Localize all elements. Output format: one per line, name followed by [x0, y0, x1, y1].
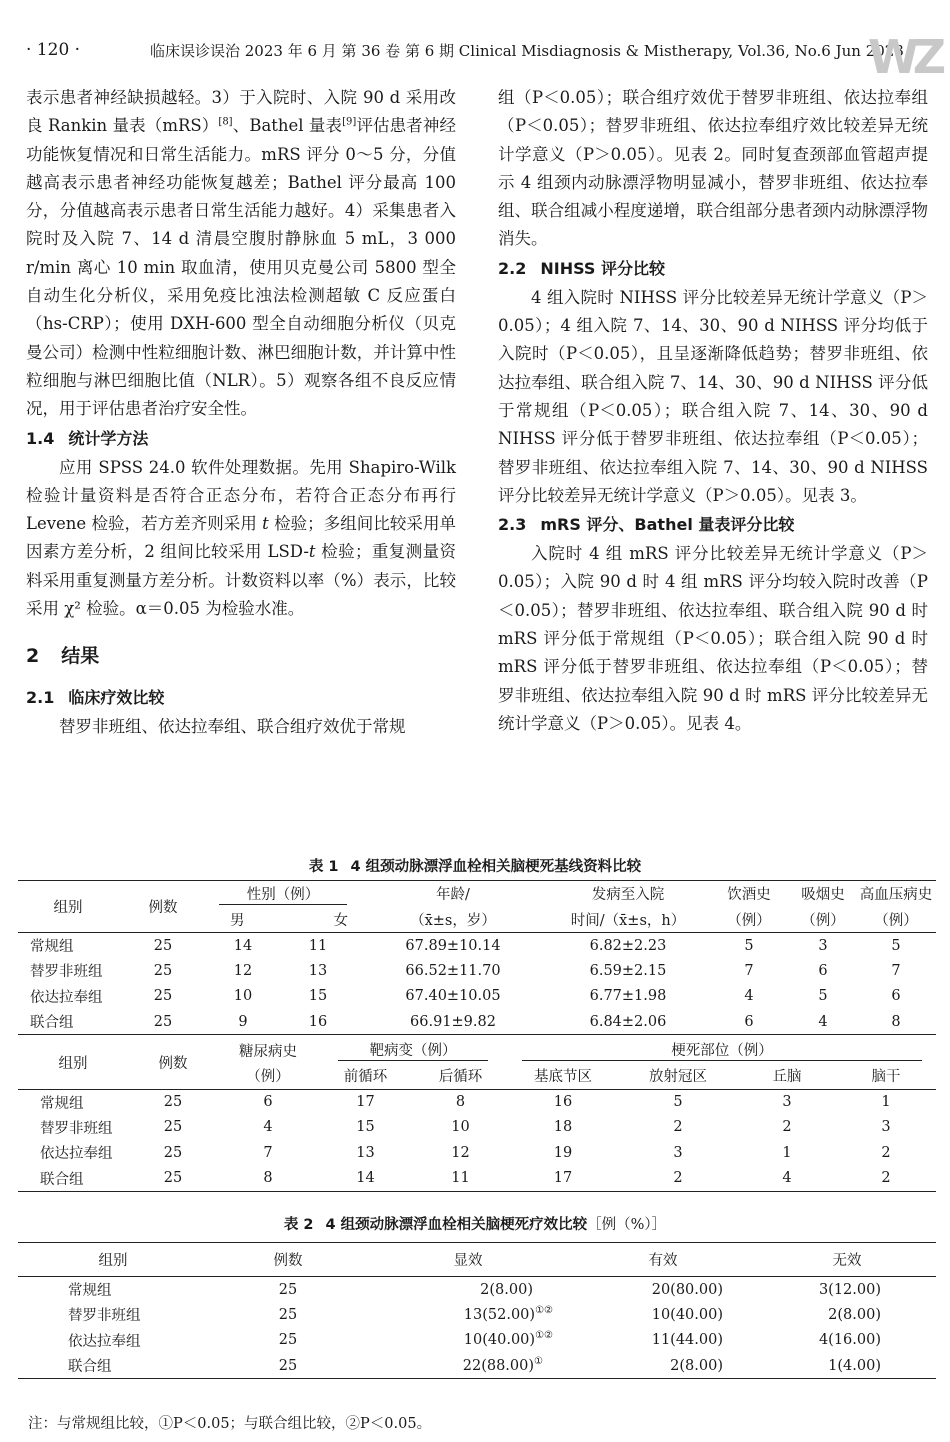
t1-head-male: 男 — [230, 912, 245, 929]
paragraph-statistics: 应用 SPSS 24.0 软件处理数据。先用 Shapiro-Wilk 检验计量资料是否符合正态分布，若符合正态分布再行 Levene 检验，若方差齐则采用 t 检验；多组间比较采用单因素方差分析，2 组间比较采用 LSD-t 检验；重复测量资料采用重复测量方差分析。计数资料以率（%）表示，比较采用 χ² 检验。α＝0.05 为检验水准。 — [26, 457, 457, 619]
t1-head-drink-unit: （例） — [727, 912, 771, 929]
left-column — [26, 84, 456, 742]
table-row: 依达拉奉组 25 7 13 12 19 3 1 2 — [40, 1144, 891, 1163]
t1-head-group: 组别 — [18, 881, 118, 933]
t2-head-marked: 显效 — [453, 1253, 483, 1269]
paragraph-mrs: 入院时 4 组 mRS 评分比较差异无统计学意义（P＞0.05）；入院 90 d 时 4 组 mRS 评分均较入院时改善（P＜0.05）；替罗非班组、依达拉奉组、联合组入院 90 d 时 mRS 评分低于常规组（P＜0.05）；联合组入院 90 d 时 mRS 评分低于替罗非班组、依达拉奉组（P＜0.05）；替罗非班组、依达拉奉组入院 90 d 时 mRS 评分比较差异无统计学意义（P＞0.05）。见表 4。 — [498, 544, 928, 733]
t2-head-n: 例数 — [273, 1253, 303, 1269]
t1b-head-target: 靶病变（例） — [318, 1037, 508, 1063]
paragraph-nihss: 4 组入院时 NIHSS 评分比较差异无统计学意义（P＞0.05）；4 组入院 7、14、30、90 d NIHSS 评分均低于入院时（P＜0.05），且呈逐渐降低趋势；替罗非班组、依达拉奉组、联合组入院 7、14、30、90 d NIHSS 评分低于常规组（P＜0.05）；联合组入院 7、14、30、90 d NIHSS 评分低于替罗非班组、依达拉奉组（P＜0.05）；替罗非班组、依达拉奉组入院 7、14、30、90 d NIHSS 评分比较差异无统计学意义（P＞0.05）。见表 3。 — [498, 287, 928, 505]
t1-head-onset: 发病至入院 — [591, 887, 665, 904]
page-header — [0, 30, 950, 84]
t1b-head-corona-radiata: 放射冠区 — [649, 1069, 707, 1086]
t1b-head-anterior: 前循环 — [343, 1069, 388, 1086]
t1-head-age: 年龄/ — [436, 887, 470, 904]
t1-head-htn-unit: （例） — [874, 912, 918, 929]
t1-head-smoke-unit: （例） — [801, 912, 845, 929]
t1-head-smoke: 吸烟史 — [801, 887, 845, 904]
journal-running-title: 临床误诊误治 2023 年 6 月 第 36 卷 第 6 期 Clinical Misdiagnosis & Mistherapy, Vol.36, No.6 Jun 2023 — [150, 42, 904, 60]
t2-head-effective: 有效 — [648, 1253, 678, 1269]
t1-head-sex: 性别（例） — [208, 881, 358, 907]
section-2-1-heading: 2.1 临床疗效比较 — [26, 688, 165, 708]
table2 — [18, 1242, 936, 1379]
t1b-head-brainstem: 脑干 — [871, 1069, 901, 1086]
table-row: 常规组 25 6 17 8 16 5 3 1 — [40, 1094, 891, 1112]
section-2-2-heading: 2.2 NIHSS 评分比较 — [498, 258, 665, 278]
citation-8: [8] — [218, 116, 233, 128]
t1b-head-n: 例数 — [128, 1037, 218, 1089]
table1-caption: 表 1 4 组颈动脉漂浮血栓相关脑梗死基线资料比较 — [308, 859, 642, 875]
t1-head-n: 例数 — [118, 881, 208, 933]
table-row: 联合组 25 9 16 66.91±9.82 6.84±2.06 6 4 8 — [18, 1009, 936, 1035]
section-2-3-heading: 2.3 mRS 评分、Bathel 量表评分比较 — [498, 515, 795, 535]
table-row: 常规组 25 2(8.00) 20(80.00) 3(12.00) — [68, 1281, 881, 1299]
table1-part1 — [18, 880, 936, 1035]
table1-part2 — [18, 1037, 936, 1192]
t1b-head-group: 组别 — [18, 1037, 128, 1089]
t1b-head-dm: 糖尿病史 — [239, 1043, 297, 1060]
journal-logo: WZ — [868, 30, 941, 84]
table2-note: 注：与常规组比较，①P＜0.05；与联合组比较，②P＜0.05。 — [28, 1416, 432, 1432]
table-row: 替罗非班组 25 13(52.00)①② 10(40.00) 2(8.00) — [68, 1304, 881, 1325]
table-row: 替罗非班组 25 4 15 10 18 2 2 3 — [40, 1119, 891, 1137]
table-row: 联合组 25 22(88.00)① 2(8.00) 1(4.00) — [18, 1353, 936, 1379]
t1-head-onset-unit: 时间/（x̄±s，h） — [570, 912, 686, 929]
right-column — [498, 84, 928, 738]
table-row: 替罗非班组 25 12 13 66.52±11.70 6.59±2.15 7 6 7 — [30, 962, 901, 981]
table-row: 依达拉奉组 25 10(40.00)①② 11(44.00) 4(16.00) — [68, 1330, 881, 1350]
paragraph-efficacy-continued: 组（P＜0.05）；联合组疗效优于替罗非班组、依达拉奉组（P＜0.05）；替罗非班组、依达拉奉组疗效比较差异无统计学意义（P＞0.05）。见表 2。同时复查颈部血管超声提示 4 组颈内动脉漂浮物明显减小，替罗非班组、依达拉奉组、联合组减小程度递增，联合组部分患者颈内动脉漂浮物消失。 — [498, 88, 928, 249]
t2-head-ineffective: 无效 — [832, 1253, 862, 1269]
page-number: · 120 · — [26, 40, 81, 60]
table-row: 依达拉奉组 25 10 15 67.40±10.05 6.77±1.98 4 5 6 — [30, 988, 901, 1006]
t1-head-htn: 高血压病史 — [859, 887, 933, 904]
t2-head-group: 组别 — [98, 1253, 128, 1269]
table2-caption: 表 2 4 组颈动脉漂浮血栓相关脑梗死疗效比较［例（%）］ — [283, 1217, 667, 1233]
section-1-4-heading: 1.4 统计学方法 — [26, 428, 149, 448]
t1-head-female: 女 — [333, 912, 348, 929]
t1b-head-dm-unit: （例） — [246, 1069, 290, 1086]
table-row: 联合组 25 8 14 11 17 2 4 2 — [18, 1166, 936, 1192]
t1b-head-thalamus: 丘脑 — [772, 1069, 802, 1086]
table-row: 常规组 25 14 11 67.89±10.14 6.82±2.23 5 3 5 — [30, 937, 901, 955]
t1b-head-site: 梗死部位（例） — [508, 1037, 936, 1063]
citation-9: [9] — [342, 116, 357, 128]
t1b-head-basal-ganglia: 基底节区 — [534, 1069, 592, 1086]
paragraph-efficacy: 替罗非班组、依达拉奉组、联合组疗效优于常规 — [59, 717, 406, 737]
paragraph-methods-scales: 表示患者神经缺损越轻。3）于入院时、入院 90 d 采用改良 Rankin 量表（mRS）[8]、Bathel 量表[9]评估患者神经功能恢复情况和日常生活能力。mRS 评分 0～5 分，分值越高表示患者神经功能恢复越差；Bathel 评分最高 100 分，分值越高表示患者日常生活能力越好。4）采集患者入院时及入院 7、14 d 清晨空腹肘静脉血 5 mL，3 000 r/min 离心 10 min 取血清，使用贝克曼公司 5800 型全自动生化分析仪，采用免疫比浊法检测超敏 C 反应蛋白（hs-CRP）；使用 DXH-600 型全自动细胞分析仪（贝克曼公司）检测中性粒细胞计数、淋巴细胞计数，并计算中性粒细胞与淋巴细胞比值（NLR）。5）观察各组不良反应情况，用于评估患者治疗安全性。 — [26, 88, 456, 419]
section-2-heading: 2 结果 — [26, 645, 100, 668]
t1-head-age-unit: （x̄±s，岁） — [410, 912, 496, 929]
t1b-head-posterior: 后循环 — [438, 1069, 483, 1086]
t1-head-drink: 饮酒史 — [727, 887, 771, 904]
